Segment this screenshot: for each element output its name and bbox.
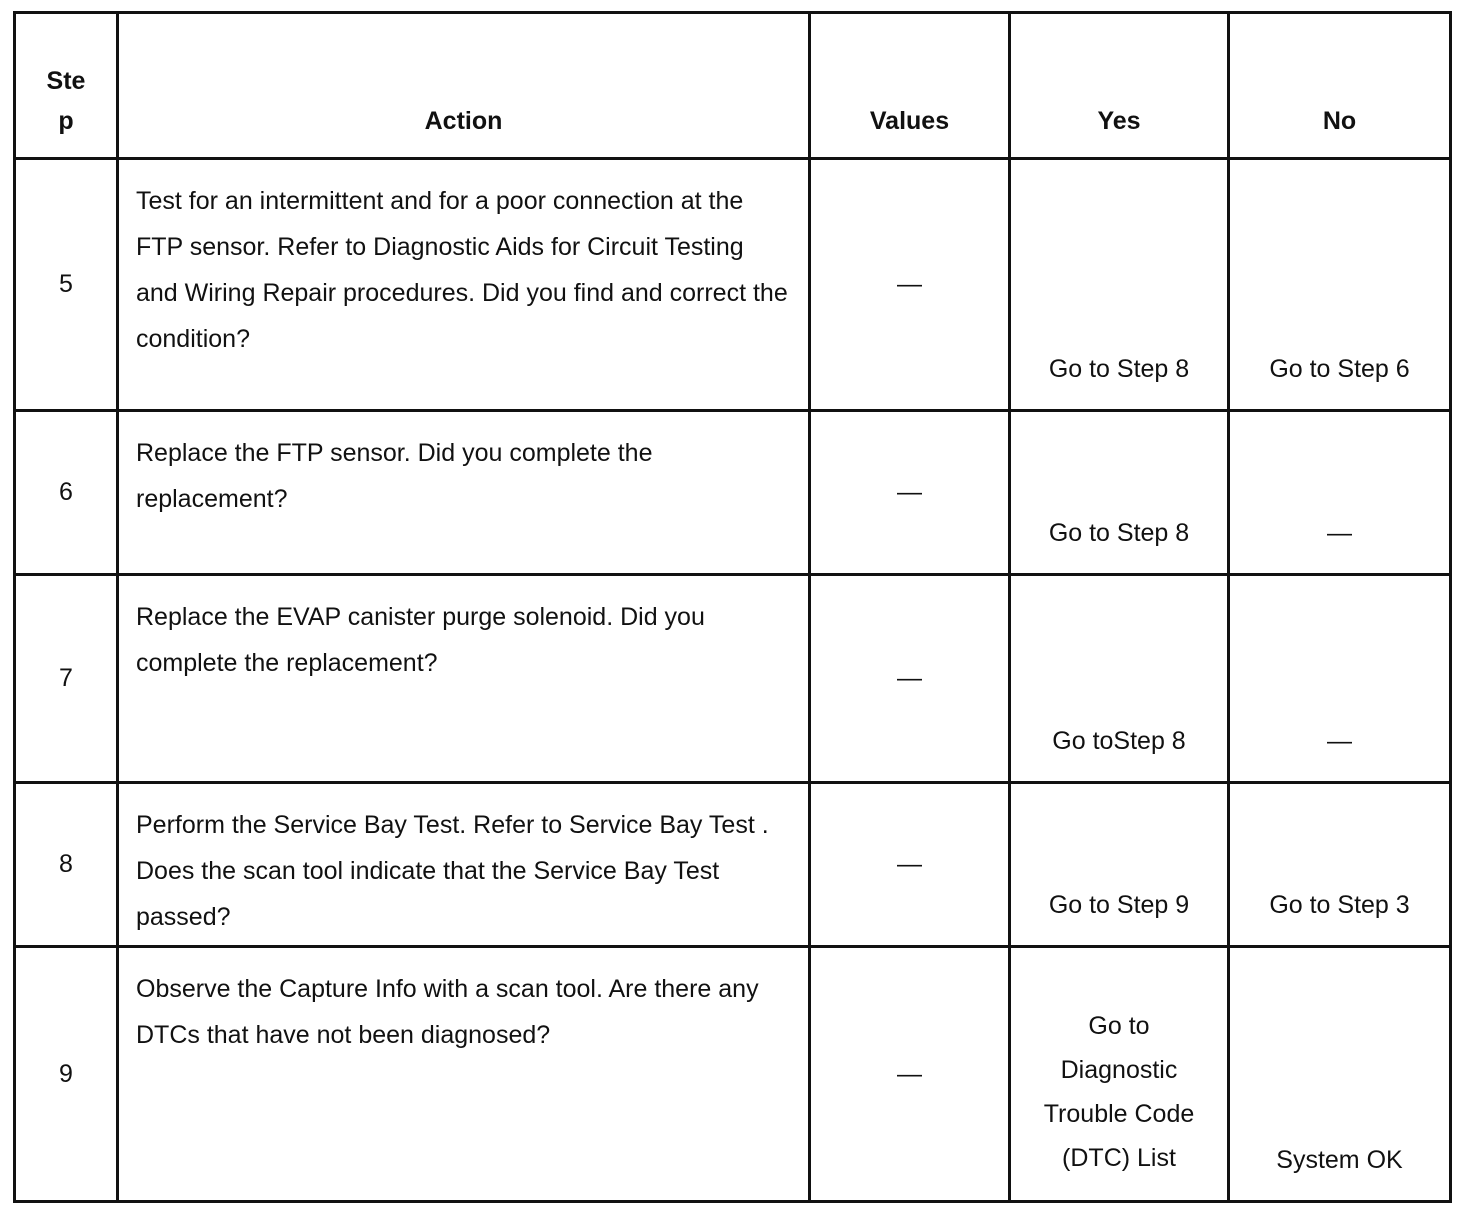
yes-text: Go to Diagnostic Trouble Code (DTC) List — [1043, 1012, 1195, 1172]
header-values — [810, 13, 1010, 159]
header-no — [1229, 13, 1451, 159]
no-text: Go to Step 3 — [1269, 891, 1410, 919]
header-step-label: Step — [46, 67, 86, 135]
yes-text: Go toStep 8 — [1052, 727, 1186, 755]
step-number: 8 — [15, 783, 118, 947]
values-cell: — — [810, 575, 1010, 783]
values-cell: — — [810, 783, 1010, 947]
action-cell — [118, 947, 810, 1202]
action-cell — [118, 575, 810, 783]
header-values-label: Values — [869, 107, 950, 135]
table-row-step-9 — [15, 947, 1451, 1202]
step-number: 9 — [15, 947, 118, 1202]
action-text: Replace the EVAP canister purge solenoid. Did you complete the replacement? — [136, 603, 705, 677]
table-row-step-8 — [15, 783, 1451, 947]
action-cell — [118, 783, 810, 947]
no-cell — [1229, 783, 1451, 947]
header-no-label: No — [1322, 107, 1357, 135]
action-cell — [118, 411, 810, 575]
no-cell — [1229, 575, 1451, 783]
values-cell: — — [810, 411, 1010, 575]
no-text: System OK — [1276, 1146, 1403, 1174]
yes-text: Go to Step 9 — [1048, 891, 1190, 919]
yes-cell — [1010, 411, 1229, 575]
yes-cell — [1010, 159, 1229, 411]
action-cell — [118, 159, 810, 411]
yes-cell — [1010, 575, 1229, 783]
yes-cell — [1010, 783, 1229, 947]
action-text: Observe the Capture Info with a scan tool. Are there any DTCs that have not been diagnosed? — [136, 975, 759, 1049]
header-row — [15, 13, 1451, 159]
table-row-step-5 — [15, 159, 1451, 411]
values-cell: — — [810, 947, 1010, 1202]
yes-text: Go to Step 8 — [1048, 519, 1190, 547]
no-cell — [1229, 411, 1451, 575]
action-text: Test for an intermittent and for a poor connection at the FTP sensor. Refer to Diagnostic Aids for Circuit Testing and Wiring Repair procedures. Did you find and correct the condition? — [136, 187, 788, 353]
yes-text: Go to Step 8 — [1048, 355, 1190, 383]
no-cell — [1229, 947, 1451, 1202]
header-yes — [1010, 13, 1229, 159]
values-cell: — — [810, 159, 1010, 411]
yes-cell — [1010, 947, 1229, 1202]
no-cell — [1229, 159, 1451, 411]
no-text: — — [1327, 727, 1352, 755]
no-text: Go to Step 6 — [1269, 355, 1410, 383]
no-text: — — [1327, 519, 1352, 547]
action-text: Perform the Service Bay Test. Refer to Service Bay Test . Does the scan tool indicate that the Service Bay Test passed? — [136, 811, 769, 931]
header-step — [15, 13, 118, 159]
step-number: 6 — [15, 411, 118, 575]
table-row-step-6 — [15, 411, 1451, 575]
header-yes-label: Yes — [1097, 107, 1141, 135]
diagnostic-table — [13, 11, 1452, 1203]
header-action — [118, 13, 810, 159]
step-number: 7 — [15, 575, 118, 783]
table-row-step-7 — [15, 575, 1451, 783]
header-action-label: Action — [424, 107, 503, 135]
step-number: 5 — [15, 159, 118, 411]
action-text: Replace the FTP sensor. Did you complete the replacement? — [136, 439, 653, 513]
